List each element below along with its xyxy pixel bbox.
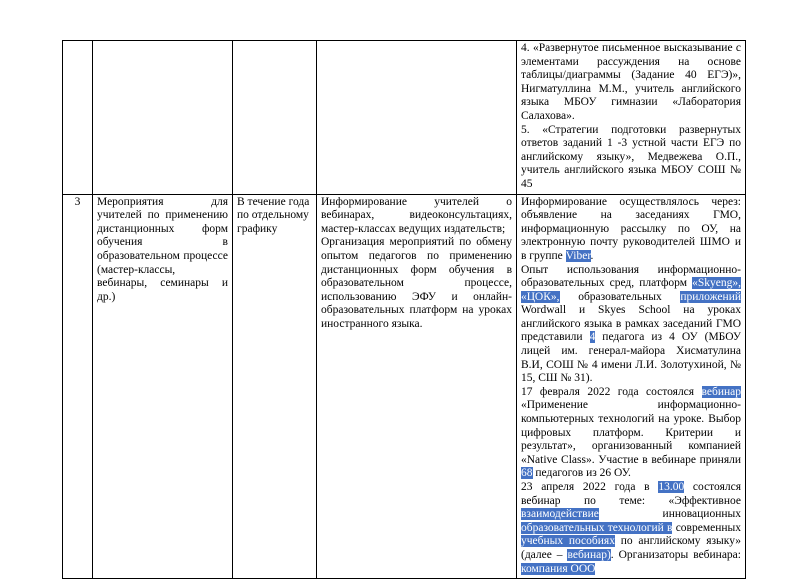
- paragraph: [237, 196, 312, 237]
- text-segment: 5. «Стратегии подготовки развернутых ответов заданий 1 -3 устной части ЕГЭ по английскому языку», Медвежева О.П., учитель английского языка МБОУ СОШ № 45: [521, 123, 741, 190]
- paragraph: [521, 42, 741, 124]
- paragraph: [97, 196, 228, 305]
- text-segment: 4. «Развернутое письменное высказывание с элементами рассуждения на основе таблицы/диаграммы (Задание 40 ЕГЭ)», Нигматуллина М.М., учитель английского языка МБОУ гимназии «Лаборатория Салахова».: [521, 42, 741, 122]
- paragraph: [521, 386, 741, 481]
- text-segment: педагогов из 26 ОУ.: [532, 467, 631, 480]
- highlighted-text: Viber: [565, 249, 591, 262]
- text-segment: по английскому языку» (далее –: [521, 535, 741, 561]
- highlighted-text: 4: [589, 331, 596, 344]
- cell-number: [63, 41, 93, 195]
- text-segment: современных: [672, 521, 741, 534]
- highlighted-text: образовательных технологий в: [521, 521, 673, 534]
- highlighted-text: 13.00: [658, 481, 685, 493]
- cell-activity: [93, 194, 233, 579]
- text-segment: . Организаторы вебинара:: [610, 548, 741, 561]
- cell-timing: [233, 194, 317, 579]
- cell-content: [317, 41, 517, 195]
- text-segment: 23 апреля 2022 года в: [521, 481, 659, 493]
- highlighted-text: приложений: [680, 290, 741, 303]
- text-segment: состоялся вебинар по теме: «Эффективное: [521, 481, 741, 507]
- table-row: [63, 194, 746, 579]
- row-number: 3: [74, 195, 81, 208]
- paragraph: [521, 264, 741, 386]
- cell-activity: [93, 41, 233, 195]
- cell-number: [63, 194, 93, 579]
- paragraph: [521, 196, 741, 264]
- cell-results: [517, 41, 746, 195]
- highlighted-text: вебинар): [567, 548, 611, 561]
- text-segment: педагога из 4 ОУ (МБОУ лицей им. генерал-майора Хисматулина В.И, СОШ № 4 имени Л.И. Золотухиной, № 15, СШ № 31).: [521, 331, 741, 385]
- text-segment: инновационных: [598, 508, 741, 521]
- text-segment: образовательных: [559, 290, 681, 303]
- cell-content: [317, 194, 517, 579]
- text-segment: .: [590, 249, 594, 262]
- cell-timing: [233, 41, 317, 195]
- text-segment: Опыт использования информационно-образовательных сред, платформ: [521, 263, 741, 290]
- table-row: [63, 41, 746, 195]
- text-segment: Мероприятия для учителей по применению дистанционных форм обучения в образовательном процессе (мастер-классы, вебинары, семинары и др.): [97, 195, 228, 303]
- highlighted-text: компания ООО: [521, 562, 596, 575]
- paragraph: [521, 481, 741, 576]
- paragraph: [321, 196, 512, 237]
- text-segment: Информирование учителей о вебинарах, видеоконсультациях, мастер-классах ведущих издательств;: [321, 195, 512, 235]
- plan-table: [62, 40, 746, 579]
- text-segment: Организация мероприятий по обмену опытом педагогов по применению дистанционных форм обучения в образовательном процессе, использованию ЭФУ и онлайн- образовательных платформ на уроках иностранного языка.: [321, 236, 512, 330]
- highlighted-text: взаимодействие: [521, 508, 599, 521]
- text-segment: Wordwall и Skyes School на уроках английского языка в рамках заседаний ГМО представили: [521, 304, 741, 344]
- text-segment: Информирование осуществлялось через: объявление на заседаниях ГМО, информационную рассылку по ОУ, на электронную почту руководителей ШМО и в группе: [521, 195, 741, 262]
- text-segment: 17 февраля 2022 года состоялся: [521, 385, 702, 398]
- text-segment: «Применение информационно-компьютерных технологий на уроке. Выбор цифровых платформ. Критерии и результат», организованный компанией «Native Class». Участие в вебинаре приняли: [521, 399, 741, 466]
- paragraph: [521, 124, 741, 192]
- text-segment: В течение года по отдельному графику: [237, 195, 310, 235]
- paragraph: [321, 236, 512, 331]
- cell-results: [517, 194, 746, 579]
- highlighted-text: 68: [521, 467, 533, 480]
- highlighted-text: «ЦОК»,: [521, 290, 560, 303]
- highlighted-text: учебных пособиях: [521, 535, 615, 548]
- highlighted-text: вебинар: [701, 385, 741, 398]
- highlighted-text: «Skyeng»,: [692, 277, 741, 290]
